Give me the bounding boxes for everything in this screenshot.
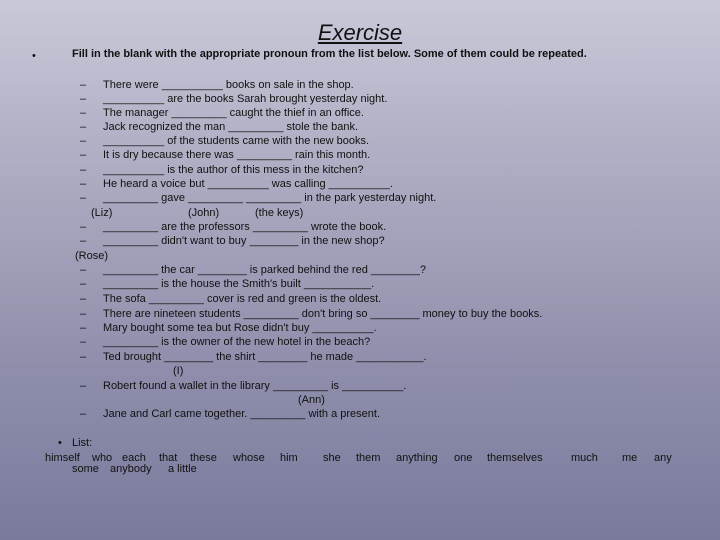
dash-icon: –	[80, 107, 87, 119]
bullet-icon: •	[32, 50, 36, 62]
pronoun-word: me	[622, 452, 638, 464]
list-item: _________ are the professors _________ wrote the book.	[103, 221, 387, 233]
pronoun-word: that	[159, 452, 178, 464]
list-item: The sofa _________ cover is red and green is the oldest.	[103, 293, 382, 305]
list-item: Jack recognized the man _________ stole the bank.	[103, 121, 359, 133]
pronoun-word: anybody	[110, 463, 152, 475]
hint-rose: (Rose)	[75, 250, 109, 262]
dash-icon: –	[80, 178, 87, 190]
dash-icon: –	[80, 351, 87, 363]
dash-icon: –	[80, 264, 87, 276]
pronoun-word: much	[571, 452, 598, 464]
pronoun-word: some	[72, 463, 99, 475]
hint-john: (John)	[188, 207, 220, 219]
pronoun-word: she	[323, 452, 341, 464]
bullet-icon: •	[58, 437, 62, 449]
hint-i: (I)	[173, 365, 184, 377]
dash-icon: –	[80, 336, 87, 348]
list-item: _________ gave _________ _________ in the park yesterday night.	[103, 192, 437, 204]
list-item: The manager _________ caught the thief in an office.	[103, 107, 364, 119]
list-item: He heard a voice but __________ was calling __________.	[103, 178, 393, 190]
list-item: _________ is the owner of the new hotel in the beach?	[103, 336, 371, 348]
dash-icon: –	[80, 322, 87, 334]
list-item: Jane and Carl came together. _________ with a present.	[103, 408, 381, 420]
pronoun-word: them	[356, 452, 381, 464]
dash-icon: –	[80, 192, 87, 204]
list-item: _________ didn't want to buy ________ in the new shop?	[103, 235, 385, 247]
hint-keys: (the keys)	[255, 207, 304, 219]
pronoun-word: him	[280, 452, 298, 464]
dash-icon: –	[80, 149, 87, 161]
dash-icon: –	[80, 278, 87, 290]
dash-icon: –	[80, 164, 87, 176]
pronoun-word: these	[190, 452, 217, 464]
list-item: There were __________ books on sale in the shop.	[103, 79, 354, 91]
pronoun-word: himself	[45, 452, 80, 464]
dash-icon: –	[80, 121, 87, 133]
pronoun-word: whose	[233, 452, 265, 464]
list-item: It is dry because there was _________ rain this month.	[103, 149, 371, 161]
list-item: _________ is the house the Smith's built ___________.	[103, 278, 375, 290]
hint-liz: (Liz)	[91, 207, 113, 219]
list-item: __________ of the students came with the new books.	[103, 135, 370, 147]
page-title: Exercise	[317, 20, 403, 45]
list-label: List:	[72, 437, 93, 449]
dash-icon: –	[80, 408, 87, 420]
pronoun-word: anything	[396, 452, 438, 464]
list-item: __________ is the author of this mess in the kitchen?	[103, 164, 364, 176]
pronoun-word: themselves	[487, 452, 543, 464]
list-item: Robert found a wallet in the library _________ is __________.	[103, 380, 407, 392]
dash-icon: –	[80, 235, 87, 247]
dash-icon: –	[80, 308, 87, 320]
dash-icon: –	[80, 135, 87, 147]
list-item: Ted brought ________ the shirt ________ he made ___________.	[103, 351, 427, 363]
dash-icon: –	[80, 380, 87, 392]
pronoun-word: a little	[168, 463, 197, 475]
dash-icon: –	[80, 221, 87, 233]
dash-icon: –	[80, 79, 87, 91]
list-item: There are nineteen students _________ don't bring so ________ money to buy the books.	[103, 308, 543, 320]
dash-icon: –	[80, 293, 87, 305]
list-item: Mary bought some tea but Rose didn't buy __________.	[103, 322, 377, 334]
dash-icon: –	[80, 93, 87, 105]
pronoun-word: who	[92, 452, 113, 464]
list-item: __________ are the books Sarah brought yesterday night.	[103, 93, 388, 105]
hint-ann: (Ann)	[298, 394, 325, 406]
pronoun-word: any	[654, 452, 672, 464]
pronoun-word: one	[454, 452, 473, 464]
pronoun-word: each	[122, 452, 146, 464]
list-item: _________ the car ________ is parked behind the red ________?	[103, 264, 426, 276]
instruction-text: Fill in the blank with the appropriate pronoun from the list below. Some of them could be repeated.	[72, 48, 587, 60]
